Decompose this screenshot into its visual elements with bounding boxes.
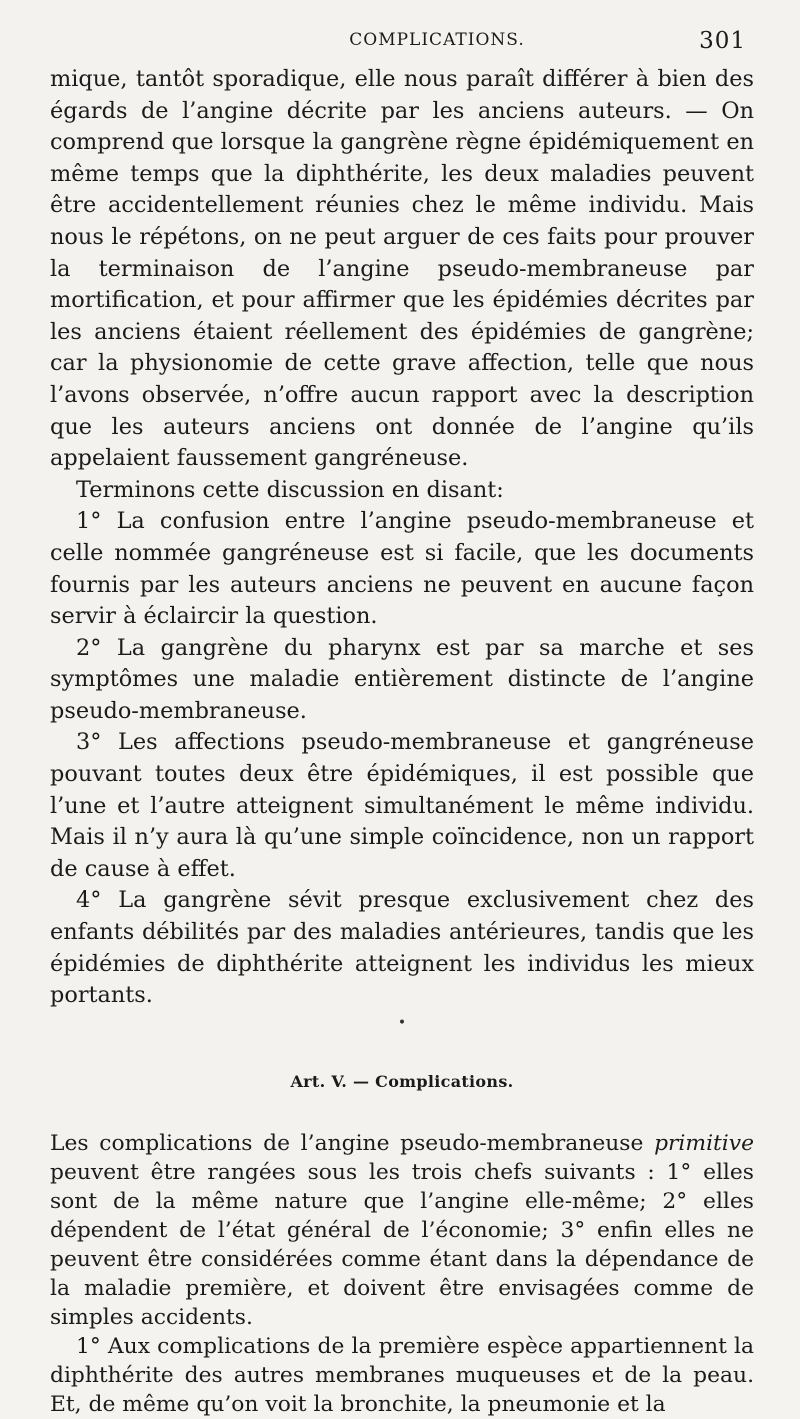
section-p1-start: Les complications de l’angine pseudo-membraneuse xyxy=(50,1130,655,1156)
paragraph-point-4: 4° La gangrène sévit presque exclusivement chez des enfants débilités par des maladies antérieures, tandis que les épidémies de diphthérite atteignent les individus les mieux portants. xyxy=(50,887,754,1009)
separator-dot: • xyxy=(397,1014,407,1031)
paragraph-point-1: 1° La confusion entre l’angine pseudo-membraneuse et celle nommée gangréneuse est si facile, que les documents fournis par les auteurs anciens ne peuvent en aucune façon servir à éclaircir la question. xyxy=(50,508,754,630)
running-title: COMPLICATIONS. xyxy=(349,30,525,50)
paragraph-point-2: 2° La gangrène du pharynx est par sa marche et ses symptômes une maladie entièrement distincte de l’angine pseudo-membraneuse. xyxy=(50,634,754,724)
page-number: 301 xyxy=(699,28,746,54)
section-paragraph-1 xyxy=(50,1129,754,1332)
section-heading: Art. V. — Complications. xyxy=(290,1071,514,1091)
paragraph-point-3: 3° Les affections pseudo-membraneuse et gangréneuse pouvant toutes deux être épidémiques, il est possible que l’une et l’autre atteignent simultanément le même individu. Mais il n’y aura là qu’une simple coïncidence, non un rapport de cause à effet. xyxy=(50,729,754,882)
main-text xyxy=(50,64,754,1012)
page-header xyxy=(50,30,754,64)
paragraph-conclusion-intro: Terminons cette discussion en disant: xyxy=(76,476,504,503)
section-p1-end: peuvent être rangées sous les trois chefs suivants : 1° elles sont de la même nature que l’angine elle-même; 2° elles dépendent de l’état général de l’économie; 3° enfin elles ne peuvent être considérées comme étant dans la dépendance de la maladie première, et doivent être envisagées comme de simples accidents. xyxy=(50,1159,754,1330)
section-text xyxy=(50,1129,754,1419)
paragraph-continuation: mique, tantôt sporadique, elle nous paraît différer à bien des égards de l’angine décrite par les anciens auteurs. — On comprend que lorsque la gangrène règne épidémiquement en même temps que la diphthérite, les deux maladies peuvent être accidentellement réunies chez le même individu. Mais nous le répétons, on ne peut arguer de ces faits pour prouver la terminaison de l’angine pseudo-membraneuse par mortification, et pour affirmer que les épidémies décrites par les anciens étaient réellement des épidémies de gangrène; car la physionomie de cette grave affection, telle que nous l’avons observée, n’offre aucun rapport avec la description que les auteurs anciens ont donnée de l’angine qu’ils appelaient faussement gangréneuse. xyxy=(50,66,754,472)
section-p1-italic: primitive xyxy=(654,1130,754,1156)
section-paragraph-2: 1° Aux complications de la première espèce appartiennent la diphthérite des autres membranes muqueuses et de la peau. Et, de même qu’on voit la bronchite, la pneumonie et la xyxy=(50,1333,754,1417)
